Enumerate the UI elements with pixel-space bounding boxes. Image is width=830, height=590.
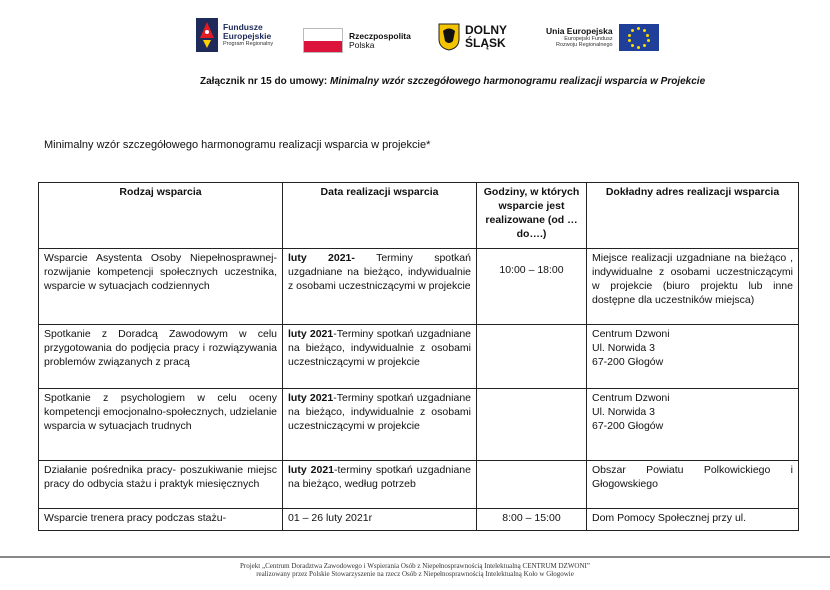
cell-hours: 8:00 – 15:00: [477, 509, 587, 531]
table-row: [39, 249, 799, 325]
cell-address: Obszar Powiatu Polkowickiego i Głogowskiego: [587, 461, 799, 509]
fe-line2: Europejskie: [223, 31, 272, 41]
attachment-title: Minimalny wzór szczegółowego harmonogramu realizacji wsparcia w Projekcie: [330, 76, 706, 87]
attachment-header: [200, 76, 780, 87]
cell-address: [587, 325, 799, 389]
cell-hours: [477, 389, 587, 461]
header-data: Data realizacji wsparcia: [283, 183, 477, 249]
date-month: luty 2021: [288, 464, 335, 476]
cell-type: Spotkanie z psychologiem w celu oceny kompetencji emocjonalno-społecznych, udzielanie wsparcia w sytuacjach trudnych: [39, 389, 283, 461]
ds-line2: ŚLĄSK: [465, 36, 506, 50]
cell-type: Wsparcie Asystenta Osoby Niepełnosprawnej- rozwijanie kompetencji społecznych uczestnika, wsparcie w sytuacjach codziennych: [39, 249, 283, 325]
cell-date: [283, 461, 477, 509]
address-line: Ul. Norwida 3: [592, 406, 656, 418]
address-line: Ul. Norwida 3: [592, 342, 656, 354]
cell-address: Miejsce realizacji uzgadniane na bieżąco , indywidualne z osobami uczestniczącymi w projekcie (biuro projektu lub inne dostępne dla uczestników miejsca): [587, 249, 799, 325]
address-line: 67-200 Głogów: [592, 356, 664, 368]
logo-strip: [0, 18, 830, 62]
cell-hours: [477, 461, 587, 509]
schedule-table: [38, 182, 799, 531]
fe-line1: Fundusze: [223, 22, 263, 32]
ue-line2: Europejski Fundusz: [564, 36, 613, 42]
document-subtitle: Minimalny wzór szczegółowego harmonogramu realizacji wsparcia w projekcie*: [44, 139, 431, 151]
table-row: [39, 509, 799, 531]
rp-line2: Polska: [349, 39, 375, 50]
cell-date: [283, 249, 477, 325]
address-line: Centrum Dzwoni: [592, 392, 670, 404]
cell-type: Wsparcie trenera pracy podczas stażu-: [39, 509, 283, 531]
ds-line1: DOLNY: [465, 23, 507, 37]
page-footer: [0, 562, 830, 578]
address-line: Centrum Dzwoni: [592, 328, 670, 340]
date-month: luty 2021-: [288, 252, 355, 264]
cell-type: Działanie pośrednika pracy- poszukiwanie miejsc pracy do odbycia stażu i praktyk miesięcznych: [39, 461, 283, 509]
table-header-row: [39, 183, 799, 249]
header-adres: Dokładny adres realizacji wsparcia: [587, 183, 799, 249]
address-line: 67-200 Głogów: [592, 420, 664, 432]
footer-line2: realizowany przez Polskie Stowarzyszenie na rzecz Osób z Niepełnosprawnością Intelektualną Koło w Głogowie: [256, 570, 574, 578]
cell-address: Dom Pomocy Społecznej przy ul.: [587, 509, 799, 531]
rzeczpospolita-polska-logo: [303, 28, 411, 53]
date-text: -terminy spotkań uzgadniane na bieżąco, według potrzeb: [288, 464, 471, 490]
header-godziny: Godziny, w których wsparcie jest realizowane (od … do….): [477, 183, 587, 249]
date-month: luty 2021: [288, 328, 334, 340]
fundusze-europejskie-logo: [196, 18, 273, 52]
dolny-slask-logo: [438, 23, 507, 51]
cell-type: Spotkanie z Doradcą Zawodowym w celu przygotowania do podjęcia pracy i rozwiązywania problemów związanych z pracą: [39, 325, 283, 389]
ue-line1: Unia Europejska: [546, 26, 613, 36]
attachment-label: Załącznik nr 15 do umowy:: [200, 76, 331, 87]
footer-line1: Projekt „Centrum Doradztwa Zawodowego i Wspierania Osób z Niepełnosprawnością Intelektualną CENTRUM DZWONI”: [240, 562, 590, 570]
fe-line3: Program Regionalny: [223, 41, 274, 47]
cell-address: [587, 389, 799, 461]
cell-date: 01 – 26 luty 2021r: [283, 509, 477, 531]
footer-divider: [0, 556, 830, 558]
header-rodzaj: Rodzaj wsparcia: [39, 183, 283, 249]
eu-flag-icon: [619, 24, 659, 51]
cell-date: [283, 325, 477, 389]
fundusze-europejskie-icon: [196, 18, 218, 52]
date-text: -Terminy spotkań uzgadniane na bieżąco, indywidualnie z osobami uczestniczącymi w projekcie: [288, 392, 471, 432]
cell-hours: [477, 325, 587, 389]
eagle-crest-icon: [438, 23, 460, 51]
unia-europejska-logo: [546, 24, 659, 51]
table-row: [39, 325, 799, 389]
ue-line3: Rozwoju Regionalnego: [556, 42, 613, 48]
polish-flag-icon: [303, 28, 343, 53]
date-text: Terminy spotkań uzgadniane na bieżąco, indywidualnie z osobami uczestniczącymi w projekcie: [288, 252, 471, 292]
rp-line1: Rzeczpospolita: [349, 30, 411, 41]
date-text: -Terminy spotkań uzgadniane na bieżąco, indywidualnie z osobami uczestniczącymi w projekcie: [288, 328, 471, 368]
table-row: [39, 461, 799, 509]
cell-hours: 10:00 – 18:00: [477, 249, 587, 325]
table-row: [39, 389, 799, 461]
cell-date: [283, 389, 477, 461]
date-month: luty 2021: [288, 392, 334, 404]
